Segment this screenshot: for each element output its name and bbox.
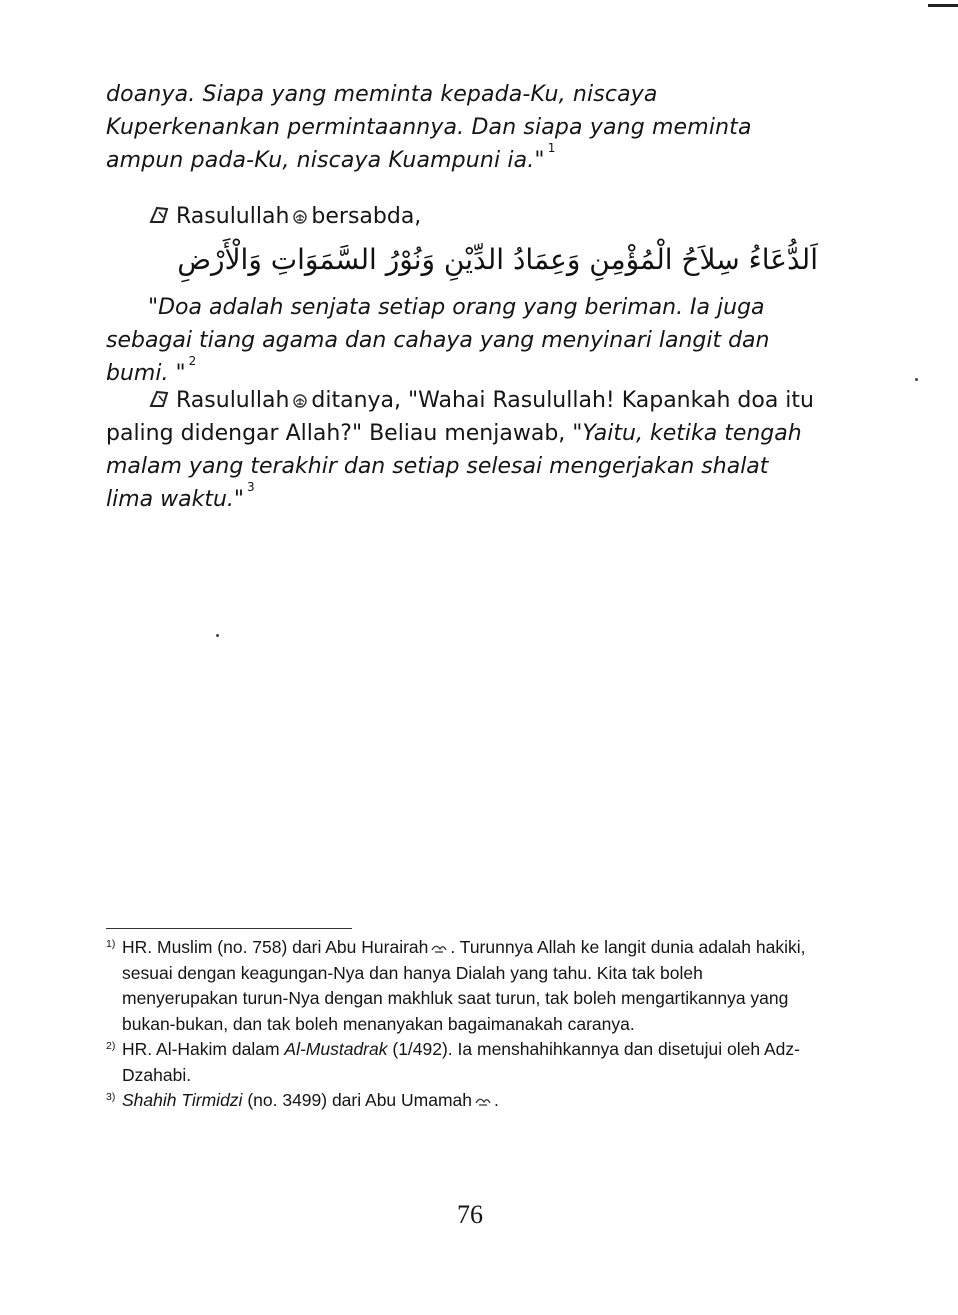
footnote-text: (no. 3499) dari Abu Umamah: [242, 1090, 473, 1110]
hadith-question-text: ditanya, "Wahai Rasulullah! Kapankah doa itu paling didengar Allah?" Beliau menjawab, ": [106, 388, 814, 446]
scan-speck: [216, 634, 219, 637]
hadith-intro-suffix: bersabda,: [311, 204, 422, 229]
hadith-answer-text: Yaitu, ketika tengah malam yang terakhir dan setiap selesai mengerjakan shalat lima waktu.: [106, 421, 802, 512]
hadith-translation: [106, 291, 818, 390]
arabic-hadith-text: اَلدُّعَاءُ سِلاَحُ الْمُؤْمِنِ وَعِمَادُ الدِّيْنِ وَنُوْرُ السَّمَوَاتِ وَالْأَرْضِ: [177, 243, 818, 276]
closing-quote: ": [233, 487, 245, 512]
footnote-number: 3): [106, 1091, 116, 1103]
hollow-leaf-bullet-icon: [148, 389, 170, 409]
hollow-leaf-bullet-icon: [148, 205, 170, 225]
footnote-1: [106, 935, 822, 1037]
hadith-intro-prefix: Rasulullah: [176, 204, 290, 229]
paragraph-continuation: [106, 78, 818, 177]
footnote-ref: 3: [247, 480, 255, 494]
scan-speck: [915, 378, 918, 381]
footnote-text: . Turunnya Allah ke langit dunia adalah hakiki, sesuai dengan keagungan-Nya dan hanya Dialah yang tahu. Kita tak boleh menyerupakan turun-Nya dengan makhluk saat turun, tak boleh mengartikannya yang bukan-bukan, dan tak boleh menanyakan bagaimanakah caranya.: [122, 937, 806, 1034]
footnote-number: 1): [106, 938, 116, 950]
hadith-question-paragraph: [106, 384, 818, 516]
page-number: 76: [457, 1200, 483, 1229]
footnote-3: [106, 1088, 822, 1114]
footnote-book-title: Al-Mustadrak: [284, 1039, 388, 1059]
scan-edge-mark: [928, 4, 958, 7]
paragraph-text: doanya. Siapa yang meminta kepada-Ku, niscaya Kuperkenankan permintaannya. Dan siapa yang meminta ampun pada-Ku, niscaya Kuampuni ia.": [106, 82, 752, 173]
footnote-ref: 1: [547, 141, 556, 155]
footnote-lead: HR. Muslim (no. 758) dari Abu Hurairah: [122, 937, 429, 957]
footnote-text: (1/492). Ia menshahihkannya dan disetujui oleh Adz-Dzahabi.: [122, 1039, 800, 1085]
footnote-2: [106, 1037, 822, 1088]
footnote-end: .: [494, 1090, 499, 1110]
radhiyallahu-symbol-icon: [431, 941, 447, 953]
footnote-lead: HR. Al-Hakim dalam: [122, 1039, 285, 1059]
footnote-number: 2): [106, 1040, 116, 1052]
hadith-intro: [148, 202, 421, 232]
translation-text: "Doa adalah senjata setiap orang yang beriman. Ia juga sebagai tiang agama dan cahaya yang menyinari langit dan bumi. ": [106, 295, 770, 386]
footnote-ref: 2: [188, 354, 197, 368]
hadith-intro-prefix: Rasulullah: [176, 388, 290, 413]
footnote-separator: [106, 928, 352, 929]
radhiyallahu-symbol-icon: [475, 1094, 491, 1106]
salawat-symbol-icon: [293, 210, 307, 224]
footnotes: [106, 935, 822, 1114]
salawat-symbol-icon: [293, 394, 307, 408]
footnote-book-title: Shahih Tirmidzi: [122, 1090, 243, 1110]
